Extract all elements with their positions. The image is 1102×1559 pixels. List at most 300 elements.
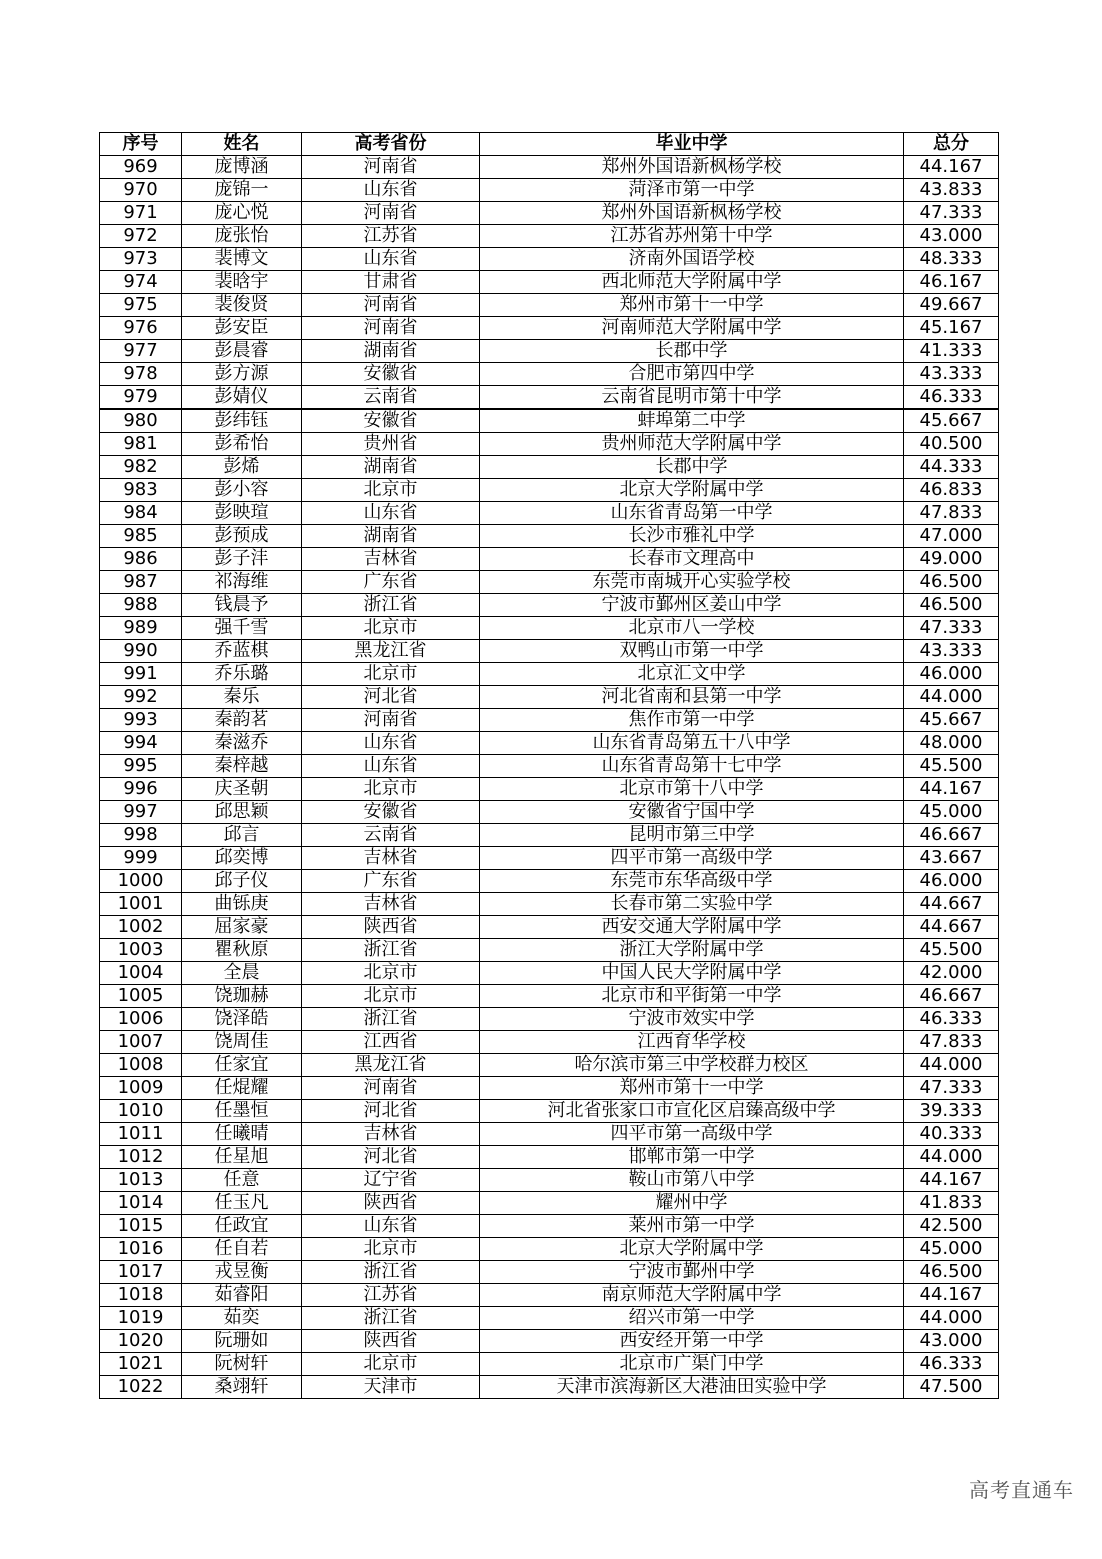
- cell-score: 44.000: [904, 1146, 999, 1169]
- table-row: [100, 893, 999, 916]
- cell-province: 广东省: [302, 870, 480, 893]
- cell-school: 北京市八一学校: [480, 617, 904, 640]
- cell-index: 1012: [100, 1146, 182, 1169]
- cell-index: 999: [100, 847, 182, 870]
- cell-province: 黑龙江省: [302, 1054, 480, 1077]
- cell-name: 秦韵茗: [182, 709, 302, 732]
- table-body: [100, 156, 999, 1399]
- cell-name: 彭子沣: [182, 548, 302, 571]
- cell-index: 1007: [100, 1031, 182, 1054]
- cell-index: 992: [100, 686, 182, 709]
- cell-province: 天津市: [302, 1376, 480, 1399]
- cell-name: 屈家豪: [182, 916, 302, 939]
- cell-index: 1020: [100, 1330, 182, 1353]
- cell-school: 云南省昆明市第十中学: [480, 386, 904, 410]
- cell-score: 46.500: [904, 594, 999, 617]
- cell-name: 祁海维: [182, 571, 302, 594]
- cell-province: 河南省: [302, 294, 480, 317]
- cell-province: 河南省: [302, 156, 480, 179]
- table-row: [100, 1123, 999, 1146]
- cell-index: 980: [100, 409, 182, 433]
- cell-name: 桑翊轩: [182, 1376, 302, 1399]
- table-row: [100, 1307, 999, 1330]
- cell-school: 安徽省宁国中学: [480, 801, 904, 824]
- table-row: [100, 663, 999, 686]
- table-row: [100, 433, 999, 456]
- cell-school: 焦作市第一中学: [480, 709, 904, 732]
- cell-province: 浙江省: [302, 594, 480, 617]
- cell-school: 邯郸市第一中学: [480, 1146, 904, 1169]
- cell-score: 46.333: [904, 1008, 999, 1031]
- cell-index: 984: [100, 502, 182, 525]
- cell-score: 45.000: [904, 801, 999, 824]
- cell-province: 湖南省: [302, 340, 480, 363]
- cell-score: 40.500: [904, 433, 999, 456]
- cell-province: 浙江省: [302, 1008, 480, 1031]
- table-row: [100, 525, 999, 548]
- cell-school: 郑州市第十一中学: [480, 1077, 904, 1100]
- table-row: [100, 594, 999, 617]
- table-row: [100, 1330, 999, 1353]
- cell-name: 彭预成: [182, 525, 302, 548]
- table-row: [100, 548, 999, 571]
- cell-province: 浙江省: [302, 1261, 480, 1284]
- cell-index: 993: [100, 709, 182, 732]
- cell-score: 45.667: [904, 409, 999, 433]
- cell-score: 47.000: [904, 525, 999, 548]
- table-row: [100, 179, 999, 202]
- cell-name: 乔乐璐: [182, 663, 302, 686]
- cell-name: 庞心悦: [182, 202, 302, 225]
- cell-score: 46.500: [904, 1261, 999, 1284]
- cell-school: 河南师范大学附属中学: [480, 317, 904, 340]
- table-row: [100, 271, 999, 294]
- cell-school: 耀州中学: [480, 1192, 904, 1215]
- table-row: [100, 1031, 999, 1054]
- cell-name: 裴俊贤: [182, 294, 302, 317]
- cell-school: 昆明市第三中学: [480, 824, 904, 847]
- header-province: 高考省份: [302, 133, 480, 156]
- cell-index: 989: [100, 617, 182, 640]
- cell-school: 南京师范大学附属中学: [480, 1284, 904, 1307]
- cell-province: 吉林省: [302, 548, 480, 571]
- table-row: [100, 294, 999, 317]
- table-row: [100, 1054, 999, 1077]
- cell-school: 蚌埠第二中学: [480, 409, 904, 433]
- cell-score: 44.000: [904, 686, 999, 709]
- table-row: [100, 847, 999, 870]
- cell-index: 1011: [100, 1123, 182, 1146]
- cell-school: 北京大学附属中学: [480, 479, 904, 502]
- cell-province: 浙江省: [302, 939, 480, 962]
- table-row: [100, 409, 999, 433]
- cell-index: 971: [100, 202, 182, 225]
- cell-score: 44.167: [904, 1169, 999, 1192]
- cell-name: 彭婧仪: [182, 386, 302, 410]
- cell-score: 46.000: [904, 870, 999, 893]
- cell-name: 邱言: [182, 824, 302, 847]
- cell-score: 44.667: [904, 916, 999, 939]
- cell-name: 邱子仪: [182, 870, 302, 893]
- cell-index: 991: [100, 663, 182, 686]
- cell-province: 云南省: [302, 824, 480, 847]
- cell-score: 44.167: [904, 156, 999, 179]
- cell-score: 44.000: [904, 1054, 999, 1077]
- cell-name: 邱奕博: [182, 847, 302, 870]
- cell-index: 1000: [100, 870, 182, 893]
- cell-index: 982: [100, 456, 182, 479]
- cell-name: 任自若: [182, 1238, 302, 1261]
- table-header-row: [100, 133, 999, 156]
- table-row: [100, 156, 999, 179]
- cell-index: 1013: [100, 1169, 182, 1192]
- table-row: [100, 1353, 999, 1376]
- header-name: 姓名: [182, 133, 302, 156]
- cell-score: 46.000: [904, 663, 999, 686]
- cell-score: 43.000: [904, 1330, 999, 1353]
- cell-province: 北京市: [302, 962, 480, 985]
- table-row: [100, 870, 999, 893]
- cell-name: 全晨: [182, 962, 302, 985]
- cell-province: 广东省: [302, 571, 480, 594]
- cell-index: 1002: [100, 916, 182, 939]
- table-row: [100, 1192, 999, 1215]
- cell-index: 1009: [100, 1077, 182, 1100]
- cell-index: 1021: [100, 1353, 182, 1376]
- table-row: [100, 225, 999, 248]
- cell-score: 48.000: [904, 732, 999, 755]
- cell-index: 974: [100, 271, 182, 294]
- cell-province: 辽宁省: [302, 1169, 480, 1192]
- cell-school: 北京汇文中学: [480, 663, 904, 686]
- table-row: [100, 479, 999, 502]
- cell-province: 吉林省: [302, 893, 480, 916]
- table-row: [100, 686, 999, 709]
- cell-name: 戎昱衡: [182, 1261, 302, 1284]
- cell-school: 天津市滨海新区大港油田实验中学: [480, 1376, 904, 1399]
- cell-school: 长春市文理高中: [480, 548, 904, 571]
- cell-index: 1008: [100, 1054, 182, 1077]
- cell-school: 绍兴市第一中学: [480, 1307, 904, 1330]
- cell-name: 任墨恒: [182, 1100, 302, 1123]
- cell-name: 茹睿阳: [182, 1284, 302, 1307]
- cell-score: 49.000: [904, 548, 999, 571]
- cell-school: 中国人民大学附属中学: [480, 962, 904, 985]
- cell-province: 河南省: [302, 202, 480, 225]
- cell-name: 任曦晴: [182, 1123, 302, 1146]
- cell-index: 1004: [100, 962, 182, 985]
- table-row: [100, 732, 999, 755]
- table-row: [100, 1284, 999, 1307]
- cell-index: 990: [100, 640, 182, 663]
- cell-province: 陕西省: [302, 1192, 480, 1215]
- cell-province: 江苏省: [302, 225, 480, 248]
- cell-index: 1014: [100, 1192, 182, 1215]
- cell-name: 茹奕: [182, 1307, 302, 1330]
- table-row: [100, 248, 999, 271]
- cell-index: 987: [100, 571, 182, 594]
- cell-score: 46.333: [904, 1353, 999, 1376]
- cell-name: 饶周佳: [182, 1031, 302, 1054]
- cell-index: 996: [100, 778, 182, 801]
- cell-school: 山东省青岛第一中学: [480, 502, 904, 525]
- cell-school: 东莞市东华高级中学: [480, 870, 904, 893]
- cell-school: 山东省青岛第五十八中学: [480, 732, 904, 755]
- cell-index: 1018: [100, 1284, 182, 1307]
- cell-province: 北京市: [302, 617, 480, 640]
- cell-score: 41.833: [904, 1192, 999, 1215]
- cell-score: 48.333: [904, 248, 999, 271]
- header-index: 序号: [100, 133, 182, 156]
- cell-name: 庞博涵: [182, 156, 302, 179]
- cell-province: 湖南省: [302, 456, 480, 479]
- cell-index: 1016: [100, 1238, 182, 1261]
- cell-province: 河北省: [302, 1100, 480, 1123]
- cell-score: 47.833: [904, 502, 999, 525]
- cell-index: 997: [100, 801, 182, 824]
- cell-province: 河北省: [302, 1146, 480, 1169]
- cell-school: 山东省青岛第十七中学: [480, 755, 904, 778]
- cell-index: 1022: [100, 1376, 182, 1399]
- cell-school: 北京市广渠门中学: [480, 1353, 904, 1376]
- cell-score: 47.833: [904, 1031, 999, 1054]
- cell-index: 1015: [100, 1215, 182, 1238]
- cell-name: 彭晨睿: [182, 340, 302, 363]
- cell-province: 北京市: [302, 985, 480, 1008]
- table-row: [100, 502, 999, 525]
- cell-score: 43.000: [904, 225, 999, 248]
- cell-name: 任焜耀: [182, 1077, 302, 1100]
- cell-score: 40.333: [904, 1123, 999, 1146]
- cell-school: 合肥市第四中学: [480, 363, 904, 386]
- cell-score: 43.333: [904, 640, 999, 663]
- cell-name: 饶泽皓: [182, 1008, 302, 1031]
- cell-index: 986: [100, 548, 182, 571]
- cell-province: 吉林省: [302, 847, 480, 870]
- cell-name: 任意: [182, 1169, 302, 1192]
- cell-school: 贵州师范大学附属中学: [480, 433, 904, 456]
- cell-province: 北京市: [302, 479, 480, 502]
- cell-province: 黑龙江省: [302, 640, 480, 663]
- cell-school: 长沙市雅礼中学: [480, 525, 904, 548]
- table-row: [100, 640, 999, 663]
- cell-province: 安徽省: [302, 409, 480, 433]
- cell-index: 981: [100, 433, 182, 456]
- cell-index: 979: [100, 386, 182, 410]
- cell-province: 山东省: [302, 248, 480, 271]
- cell-name: 裴晗宇: [182, 271, 302, 294]
- cell-index: 994: [100, 732, 182, 755]
- table-row: [100, 1261, 999, 1284]
- cell-score: 43.667: [904, 847, 999, 870]
- cell-score: 45.167: [904, 317, 999, 340]
- cell-school: 江西育华学校: [480, 1031, 904, 1054]
- cell-name: 钱晨予: [182, 594, 302, 617]
- cell-name: 邱思颖: [182, 801, 302, 824]
- table-row: [100, 985, 999, 1008]
- cell-name: 裴博文: [182, 248, 302, 271]
- cell-school: 西安经开第一中学: [480, 1330, 904, 1353]
- cell-index: 976: [100, 317, 182, 340]
- cell-name: 乔蓝棋: [182, 640, 302, 663]
- cell-school: 哈尔滨市第三中学校群力校区: [480, 1054, 904, 1077]
- cell-name: 彭映瑄: [182, 502, 302, 525]
- cell-name: 彭方源: [182, 363, 302, 386]
- cell-score: 46.667: [904, 824, 999, 847]
- cell-index: 988: [100, 594, 182, 617]
- cell-province: 江苏省: [302, 1284, 480, 1307]
- cell-school: 郑州外国语新枫杨学校: [480, 202, 904, 225]
- table-row: [100, 1008, 999, 1031]
- table-row: [100, 363, 999, 386]
- cell-school: 浙江大学附属中学: [480, 939, 904, 962]
- cell-name: 强千雪: [182, 617, 302, 640]
- cell-index: 1001: [100, 893, 182, 916]
- cell-school: 鞍山市第八中学: [480, 1169, 904, 1192]
- cell-province: 北京市: [302, 663, 480, 686]
- table-row: [100, 755, 999, 778]
- cell-score: 45.500: [904, 755, 999, 778]
- cell-name: 任玉凡: [182, 1192, 302, 1215]
- cell-score: 47.500: [904, 1376, 999, 1399]
- cell-name: 任家宜: [182, 1054, 302, 1077]
- cell-score: 42.500: [904, 1215, 999, 1238]
- header-score: 总分: [904, 133, 999, 156]
- cell-name: 秦乐: [182, 686, 302, 709]
- cell-province: 河南省: [302, 1077, 480, 1100]
- cell-score: 45.667: [904, 709, 999, 732]
- cell-index: 995: [100, 755, 182, 778]
- table-row: [100, 617, 999, 640]
- cell-school: 江苏省苏州第十中学: [480, 225, 904, 248]
- table-row: [100, 778, 999, 801]
- cell-school: 郑州外国语新枫杨学校: [480, 156, 904, 179]
- cell-school: 宁波市鄞州区姜山中学: [480, 594, 904, 617]
- cell-name: 彭烯: [182, 456, 302, 479]
- cell-school: 长春市第二实验中学: [480, 893, 904, 916]
- cell-school: 菏泽市第一中学: [480, 179, 904, 202]
- cell-name: 秦滋乔: [182, 732, 302, 755]
- cell-name: 任星旭: [182, 1146, 302, 1169]
- cell-school: 北京大学附属中学: [480, 1238, 904, 1261]
- table-row: [100, 340, 999, 363]
- cell-index: 1017: [100, 1261, 182, 1284]
- cell-score: 43.833: [904, 179, 999, 202]
- cell-province: 安徽省: [302, 801, 480, 824]
- cell-province: 山东省: [302, 1215, 480, 1238]
- cell-index: 975: [100, 294, 182, 317]
- cell-province: 北京市: [302, 1238, 480, 1261]
- cell-score: 42.000: [904, 962, 999, 985]
- table-row: [100, 709, 999, 732]
- cell-name: 饶珈赫: [182, 985, 302, 1008]
- cell-score: 49.667: [904, 294, 999, 317]
- cell-school: 四平市第一高级中学: [480, 847, 904, 870]
- cell-score: 44.333: [904, 456, 999, 479]
- cell-name: 彭纬钰: [182, 409, 302, 433]
- cell-score: 47.333: [904, 617, 999, 640]
- cell-school: 长郡中学: [480, 340, 904, 363]
- cell-score: 47.333: [904, 1077, 999, 1100]
- table-row: [100, 317, 999, 340]
- cell-score: 46.333: [904, 386, 999, 410]
- cell-score: 44.667: [904, 893, 999, 916]
- cell-name: 曲铄庚: [182, 893, 302, 916]
- cell-province: 甘肃省: [302, 271, 480, 294]
- cell-name: 瞿秋原: [182, 939, 302, 962]
- cell-score: 44.000: [904, 1307, 999, 1330]
- cell-index: 969: [100, 156, 182, 179]
- cell-index: 985: [100, 525, 182, 548]
- cell-index: 1010: [100, 1100, 182, 1123]
- table-row: [100, 824, 999, 847]
- cell-name: 庆圣朝: [182, 778, 302, 801]
- cell-province: 河南省: [302, 709, 480, 732]
- cell-index: 1005: [100, 985, 182, 1008]
- cell-name: 任政宜: [182, 1215, 302, 1238]
- cell-index: 1006: [100, 1008, 182, 1031]
- cell-province: 江西省: [302, 1031, 480, 1054]
- cell-school: 双鸭山市第一中学: [480, 640, 904, 663]
- cell-province: 河北省: [302, 686, 480, 709]
- table-row: [100, 1238, 999, 1261]
- cell-school: 北京市和平街第一中学: [480, 985, 904, 1008]
- cell-school: 宁波市效实中学: [480, 1008, 904, 1031]
- cell-province: 吉林省: [302, 1123, 480, 1146]
- watermark: 高考直通车: [969, 1478, 1074, 1502]
- table-row: [100, 939, 999, 962]
- cell-score: 46.667: [904, 985, 999, 1008]
- cell-score: 44.167: [904, 1284, 999, 1307]
- cell-school: 西北师范大学附属中学: [480, 271, 904, 294]
- table-row: [100, 456, 999, 479]
- cell-index: 983: [100, 479, 182, 502]
- cell-name: 庞张怡: [182, 225, 302, 248]
- cell-province: 贵州省: [302, 433, 480, 456]
- cell-score: 41.333: [904, 340, 999, 363]
- cell-index: 998: [100, 824, 182, 847]
- cell-province: 山东省: [302, 755, 480, 778]
- table-row: [100, 801, 999, 824]
- cell-province: 山东省: [302, 502, 480, 525]
- cell-index: 977: [100, 340, 182, 363]
- cell-score: 39.333: [904, 1100, 999, 1123]
- cell-name: 阮珊如: [182, 1330, 302, 1353]
- table-row: [100, 1100, 999, 1123]
- cell-score: 44.167: [904, 778, 999, 801]
- cell-index: 1003: [100, 939, 182, 962]
- table-row: [100, 1376, 999, 1399]
- cell-name: 彭安臣: [182, 317, 302, 340]
- cell-score: 46.833: [904, 479, 999, 502]
- table-row: [100, 1169, 999, 1192]
- cell-score: 46.167: [904, 271, 999, 294]
- cell-province: 北京市: [302, 1353, 480, 1376]
- cell-score: 47.333: [904, 202, 999, 225]
- cell-name: 秦梓越: [182, 755, 302, 778]
- cell-school: 东莞市南城开心实验学校: [480, 571, 904, 594]
- cell-school: 宁波市鄞州中学: [480, 1261, 904, 1284]
- table-row: [100, 962, 999, 985]
- table-row: [100, 1215, 999, 1238]
- table-row: [100, 571, 999, 594]
- table-row: [100, 1077, 999, 1100]
- cell-score: 45.500: [904, 939, 999, 962]
- cell-score: 46.500: [904, 571, 999, 594]
- cell-name: 庞锦一: [182, 179, 302, 202]
- table-row: [100, 386, 999, 410]
- cell-province: 湖南省: [302, 525, 480, 548]
